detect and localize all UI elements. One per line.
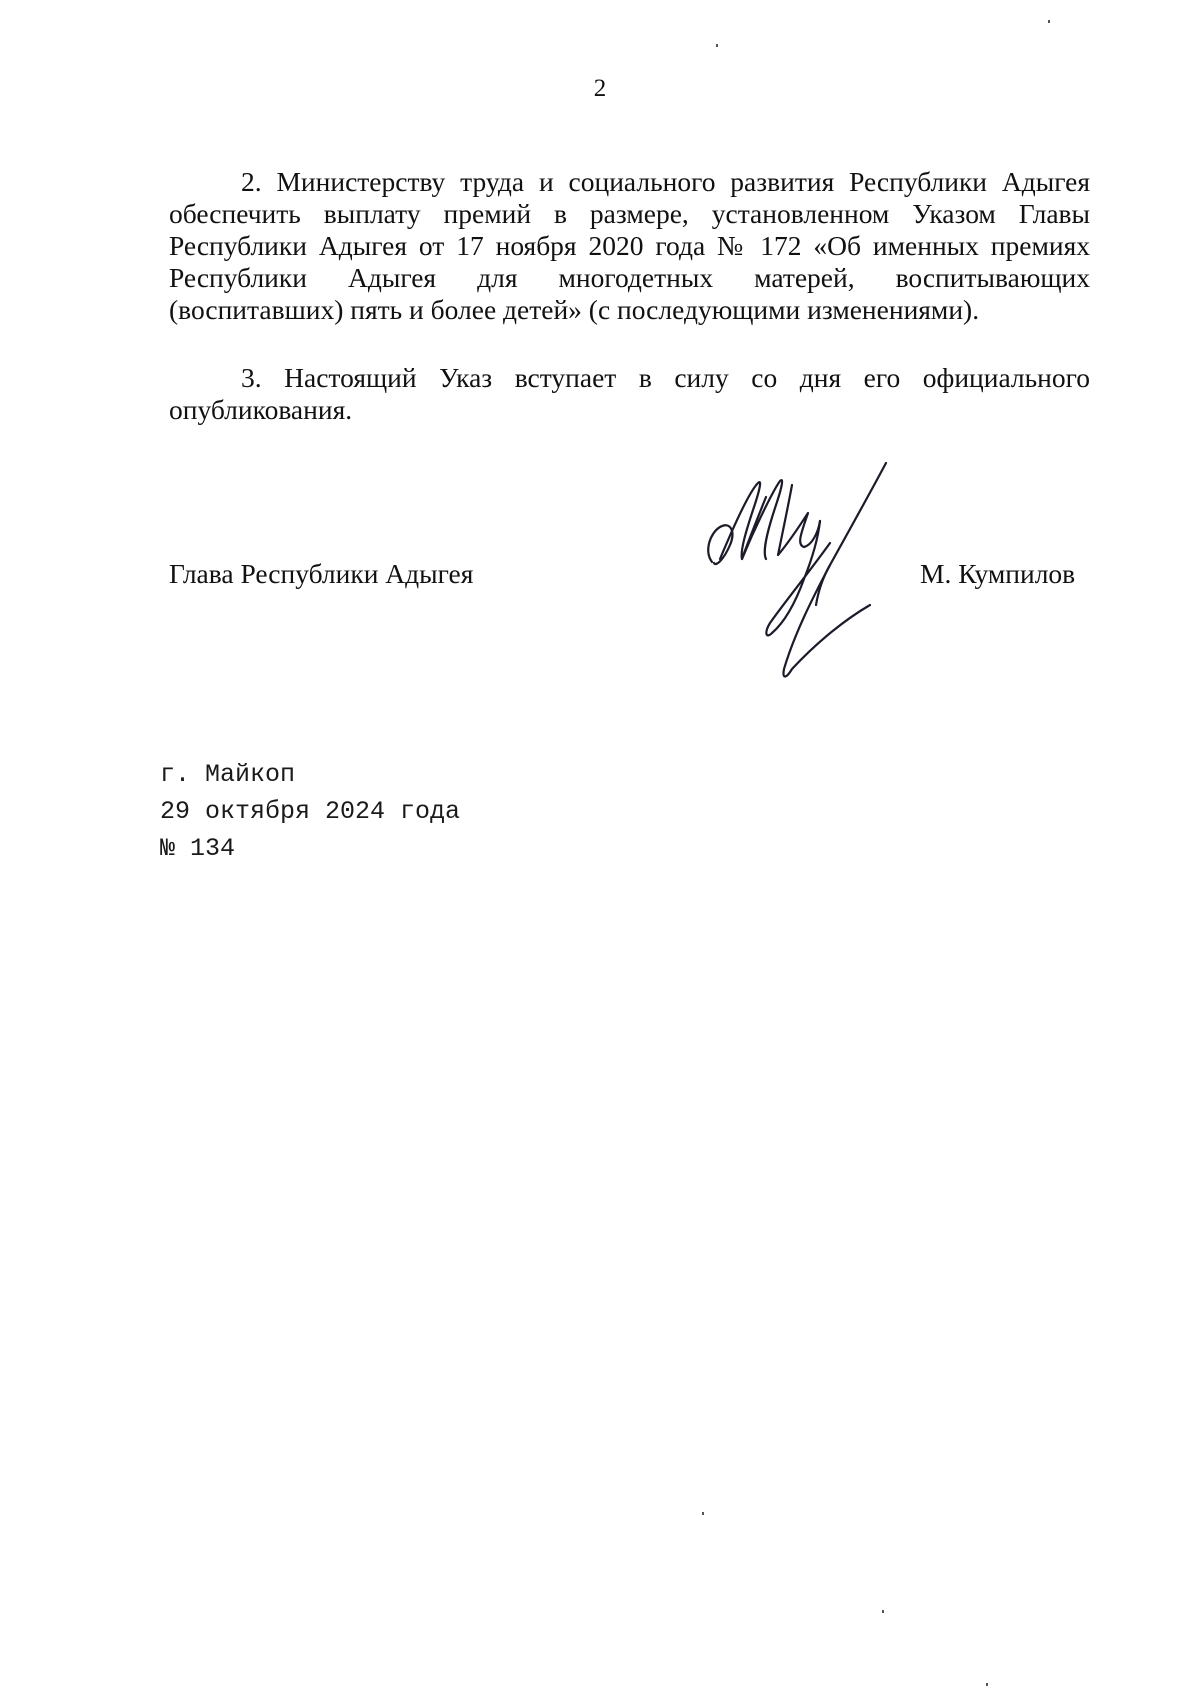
paragraph-line: 2. Министерству труда и социального развития Республики Адыгея <box>241 166 1090 197</box>
paragraph-line: Республики Адыгея от 17 ноября 2020 года № 172 «Об именных премиях <box>169 230 1090 261</box>
date: 29 октября 2024 года <box>160 797 461 826</box>
paragraph-3 <box>169 362 1090 426</box>
city: г. Майкоп <box>160 760 296 789</box>
paragraph-line: (воспитавших) пять и более детей» (с последующими изменениями). <box>169 294 980 325</box>
handwritten-signature <box>700 455 950 725</box>
paragraph-line: 3. Настоящий Указ вступает в силу со дня его официального <box>241 362 1090 393</box>
scan-speck <box>716 44 718 47</box>
paragraph-line: опубликования. <box>169 394 353 425</box>
paragraph-line: обеспечить выплату премий в размере, установленном Указом Главы <box>169 198 1090 229</box>
document-meta <box>160 756 460 867</box>
scan-speck <box>986 1683 988 1686</box>
paragraph-2 <box>169 166 1090 326</box>
document-number: № 134 <box>160 834 236 863</box>
scan-speck <box>702 1512 704 1515</box>
paragraph-line: Республики Адыгея для многодетных матерей, воспитывающих <box>169 262 1090 293</box>
scan-speck <box>882 1610 884 1613</box>
signature-title: Глава Республики Адыгея <box>169 558 474 589</box>
page-number: 2 <box>593 75 607 102</box>
scan-speck <box>1048 20 1050 23</box>
signature-name: М. Кумпилов <box>920 558 1076 589</box>
